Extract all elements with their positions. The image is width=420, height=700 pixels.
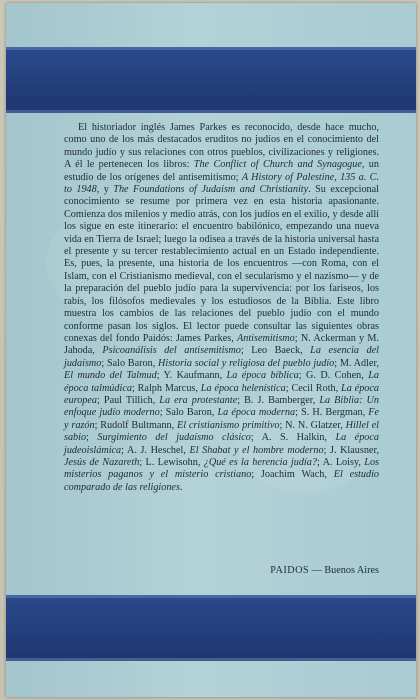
book-title: Los misterios paganos y el misterio cristiano [64, 456, 380, 481]
publisher-city: Buenos Aires [324, 565, 379, 576]
blurb-text: ; Paul Tillich, [97, 394, 160, 406]
band-edge [6, 658, 416, 661]
blurb-text: . Su excepcional conocimiento se resume por primera vez en esta historia apasionante. Comienza dos milenios y medio atrás, con los judíos en el exilio, y desde allí los sigue en este itinerario: el encuentro babilónico, empezando una nueva vida en Tierra de Israel; luego la odisea a través de la historia universal hasta el presente y su tercer restablecimiento actual en un Estado independiente. Es, pues, la presente, una historia de los encuentros —con Roma, con el Islam, con el Cristianismo medieval, con el secularismo y el nazismo— y de la preparación del pueblo judío para la supervivencia: por los fariseos, los rabís, los filósofos medievales y los estudiosos de la Biblia. Este libro muestra los cambios de las relaciones del pueblo judío con el mundo conforme pasan los siglos. El lector puede consultar las siguientes obras conexas del fondo Paidós: James Parkes, [64, 184, 379, 344]
book-title: La época europea [64, 382, 379, 406]
blurb-text: ; Salo Baron, [101, 357, 158, 369]
book-title: El cristianismo primitivo [176, 419, 280, 431]
book-title: ¿Qué es la herencia judía? [203, 456, 317, 468]
imprint-separator: — [309, 565, 325, 576]
bottom-blue-band [6, 595, 416, 661]
publisher-imprint [64, 565, 379, 577]
book-title: La esencia del judaísmo [64, 345, 379, 369]
blurb-text: ; A. S. Halkin, [250, 432, 336, 444]
blurb-text: ; A. Loisy, [316, 456, 365, 468]
top-blue-band [6, 47, 416, 113]
book-title: Historia social y religiosa del pueblo judío [158, 357, 335, 369]
book-title: La época talmúdica [64, 370, 379, 394]
book-title: The Conflict of Church and Synagogue [193, 159, 362, 171]
book-title: The Foundations of Judaism and Christianity [113, 184, 309, 196]
book-title: El mundo del Talmud [64, 370, 157, 382]
book-title: El estudio comparado de las religiones [64, 469, 379, 493]
book-title: Hillel el sabio [64, 419, 380, 444]
blurb-text: El historiador inglés James Parkes es reconocido, desde hace mucho, como uno de los más destacados eruditos no judíos en el conocimiento del mundo judío y sus relaciones con otros pueblos, civilizaciones y religiones. A él le pertenecen los libros: [64, 122, 379, 171]
blurb-text: , un estudio de los orígenes del antisemitismo; [64, 159, 379, 183]
book-title: La época judeoislámica [64, 432, 379, 456]
book-title: El Shabat y el hombre moderno [189, 444, 324, 456]
blurb-text: ; Rudolf Bultmann, [94, 419, 177, 431]
book-title: La era protestante [159, 394, 238, 406]
book-title: Jesús de Nazareth [64, 456, 140, 468]
book-back-cover [6, 3, 416, 697]
band-edge [6, 47, 416, 50]
blurb-text: ; Ralph Marcus, [131, 382, 201, 394]
book-title: La Biblia: Un enfoque judío moderno [64, 394, 379, 419]
blurb-text: , y [96, 184, 114, 196]
band-edge [6, 595, 416, 598]
publisher-name: PAIDOS [270, 565, 310, 576]
book-title: La época moderna [217, 407, 296, 419]
blurb-text: ; J. Klausner, [323, 444, 379, 456]
blurb-text: ; [86, 432, 98, 444]
blurb-text: ; M. Adler, [334, 357, 379, 369]
blurb-text: ; N. Ackerman y M. Jahoda, [64, 332, 379, 357]
book-title: La época helenística [200, 382, 286, 394]
blurb-text: ; Leo Baeck, [240, 345, 311, 357]
blurb-text: ; N. N. Glatzer, [279, 419, 346, 431]
blurb-text: ; L. Lewisohn, [139, 456, 204, 468]
blurb-text: ; G. D. Cohen, [298, 370, 369, 382]
blurb-text: ; Cecil Roth, [285, 382, 342, 394]
back-cover-blurb [64, 122, 379, 494]
book-title: La época bíblica [226, 370, 299, 382]
book-title: Surgimiento del judaísmo clásico [97, 432, 251, 444]
book-title: A History of Palestine, 135 a. C. to 1948 [64, 171, 379, 196]
band-edge [6, 110, 416, 113]
blurb-text: ; A. J. Heschel, [121, 444, 190, 456]
book-title: Psicoanálisis del antisemitismo [102, 345, 241, 357]
blurb-text: ; Y. Kaufmann, [156, 370, 227, 382]
blurb-text: ; S. H. Bergman, [295, 407, 369, 419]
blurb-text: ; Salo Baron, [159, 407, 218, 419]
book-title: Fe y razón [64, 407, 379, 431]
book-title: Antisemitismo [237, 332, 295, 344]
blurb-text: ; B. J. Bamberger, [237, 394, 320, 406]
blurb-text: ; Joachim Wach, [251, 469, 334, 481]
blurb-text: . [179, 481, 183, 493]
